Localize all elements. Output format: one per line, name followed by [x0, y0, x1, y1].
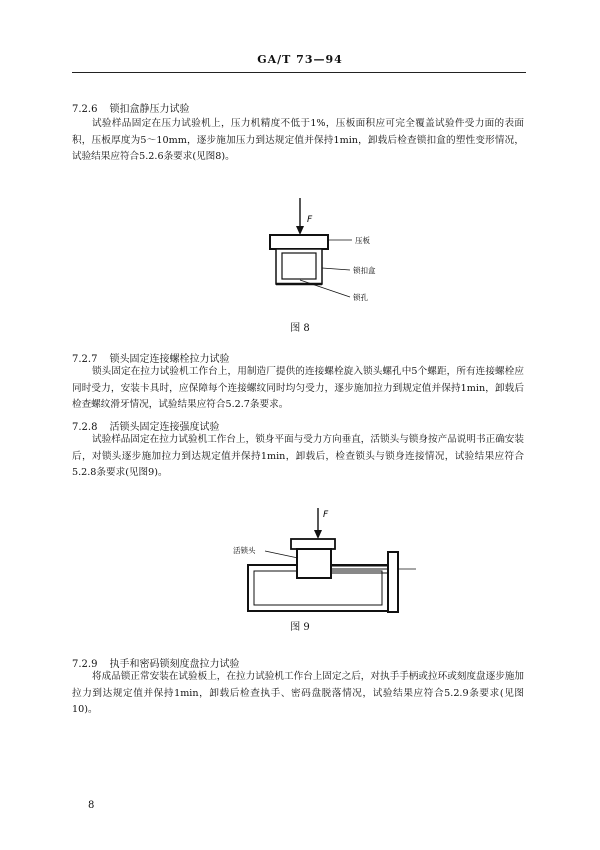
section-heading-7-2-8	[72, 418, 219, 433]
lock-hole-label: 锁孔	[353, 293, 368, 302]
lock-box-label: 锁扣盒	[353, 266, 376, 275]
section-body-7-2-9: 将成品锁正常安装在试验板上，在拉力试验机工作台上固定之后，对执手手柄或拉环或刻度盘逐步施加拉力到达规定值并保持1min，卸载后检查执手、密码盘脱落情况，试验结果应符合5.2.9条要求(见图10)。	[72, 671, 524, 715]
force-arrow-head	[296, 226, 304, 235]
section-title: 锁扣盒静压力试验	[109, 104, 190, 115]
section-heading-7-2-7	[72, 350, 229, 365]
section-number: 7.2.9	[72, 659, 98, 670]
section-title: 执手和密码锁刻度盘拉力试验	[109, 659, 240, 670]
lock-head-block	[297, 549, 331, 578]
section-number: 7.2.8	[72, 422, 98, 433]
lock-head-plate	[291, 539, 335, 549]
figure-8-caption: 图 8	[290, 323, 310, 334]
force-arrow-head	[314, 530, 322, 539]
movable-lock-head-label: 活锁头	[233, 546, 256, 555]
section-title: 锁头固定连接螺栓拉力试验	[109, 354, 230, 365]
figure-9-caption: 图 9	[290, 622, 310, 633]
section-body-7-2-7: 锁头固定在拉力试验机工作台上，用制造厂提供的连接螺栓旋入锁头螺孔中5个螺距，所有连接螺栓应同时受力，安装卡具时，应保障每个连接螺纹同时均匀受力，逐步施加拉力到规定值并保持1min，卸载后检查螺纹滑牙情况，试验结果应符合5.2.7条要求。	[72, 366, 524, 410]
lock-box-inner	[282, 253, 316, 279]
section-title: 活锁头固定连接强度试验	[109, 422, 220, 433]
section-body-7-2-6: 试验样品固定在压力试验机上，压力机精度不低于1%，压板面积应可完全覆盖试验件受力面的表面积，压板厚度为5～10mm，逐步施加压力到达规定值并保持1min，卸载后检查锁扣盒的塑性变形情况，试验结果应符合5.2.6条要求(见图8)。	[72, 118, 524, 162]
press-plate	[270, 235, 328, 249]
force-label: F	[307, 215, 313, 225]
section-body-7-2-8: 试验样品固定在拉力试验机工作台上，锁身平面与受力方向垂直，活锁头与锁身按产品说明书正确安装后，对锁头逐步施加拉力到达规定值并保持1min，卸载后，检查锁头与锁身连接情况，试验结果应符合5.2.8条要求(见图9)。	[72, 434, 524, 478]
section-number: 7.2.7	[72, 354, 98, 365]
standard-code-header: GA/T 73—94	[257, 53, 343, 66]
section-number: 7.2.6	[72, 104, 98, 115]
press-plate-label: 压板	[355, 236, 370, 245]
section-heading-7-2-9	[72, 655, 239, 670]
mounting-plate	[388, 552, 398, 612]
force-label: F	[323, 510, 329, 520]
page-number: 8	[88, 800, 95, 811]
